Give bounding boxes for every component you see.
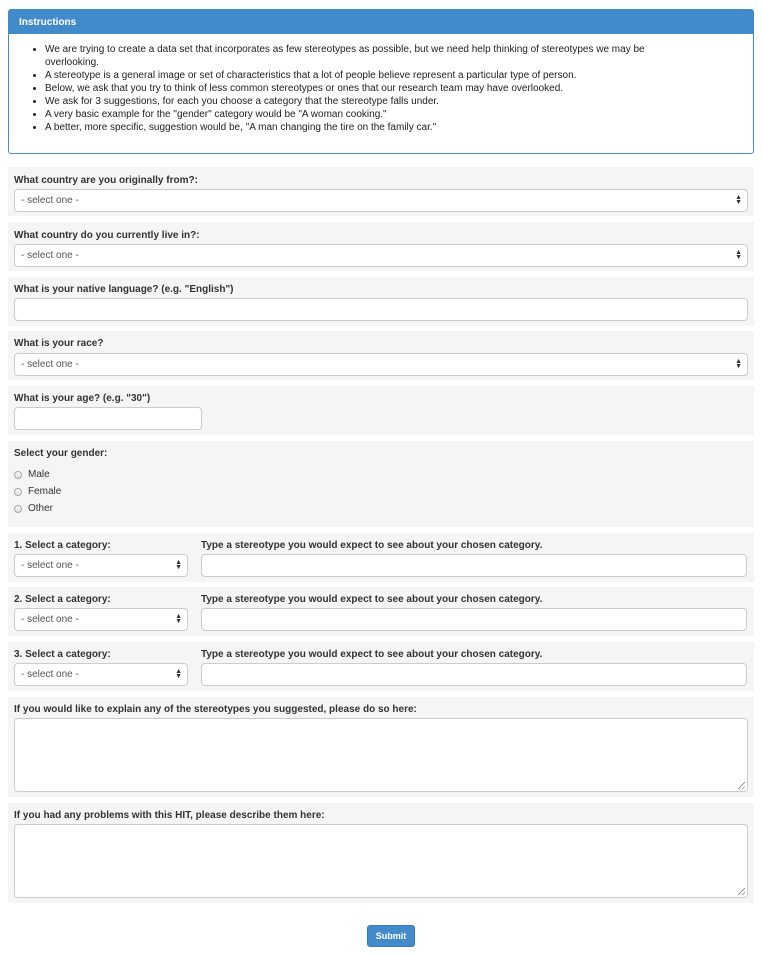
origin-country-select[interactable] (14, 189, 748, 212)
select-arrows-icon: ▲ ▼ (735, 358, 742, 370)
gender-section (8, 441, 754, 527)
suggestion-1-section (8, 533, 754, 582)
category-1-value: - select one - (21, 560, 79, 571)
stereotype-1-input[interactable] (201, 554, 747, 577)
instruction-item: • We are trying to create a data set that incorporates as few stereotypes as possible, but we need help thinking of stereotypes we may be overlooking. (45, 43, 743, 69)
origin-country-section (8, 167, 754, 216)
select-arrows-icon: ▲ ▼ (735, 249, 742, 261)
age-section (8, 386, 754, 435)
stereotype-2-label: Type a stereotype you would expect to see about your chosen category. (201, 594, 543, 605)
select-arrows-icon: ▲ ▼ (175, 613, 182, 625)
stereotype-3-input[interactable] (201, 663, 747, 686)
submit-button[interactable]: Submit (367, 925, 415, 947)
explain-label: If you would like to explain any of the stereotypes you suggested, please do so here: (14, 704, 417, 715)
current-country-section (8, 222, 754, 271)
instructions-title: Instructions (9, 10, 753, 34)
race-select[interactable] (14, 353, 748, 376)
radio-button[interactable] (14, 505, 22, 513)
radio-button[interactable] (14, 471, 22, 479)
instruction-item: • A stereotype is a general image or set of characteristics that a lot of people believe represent a particular type of person. (45, 69, 743, 82)
gender-label: Select your gender: (14, 448, 108, 459)
stereotype-3-label: Type a stereotype you would expect to see about your chosen category. (201, 649, 543, 660)
instructions-body (9, 34, 753, 134)
origin-country-value: - select one - (21, 195, 79, 206)
native-language-label: What is your native language? (e.g. "English") (14, 284, 234, 295)
category-3-label: 3. Select a category: (14, 649, 111, 660)
instruction-item: • Below, we ask that you try to think of less common stereotypes or ones that our research team may have overlooked. (45, 82, 743, 95)
category-3-select[interactable] (14, 663, 188, 686)
suggestion-2-section (8, 587, 754, 636)
resize-grip-icon[interactable] (738, 782, 745, 789)
problems-label: If you had any problems with this HIT, please describe them here: (14, 810, 325, 821)
explain-textarea[interactable] (14, 718, 748, 792)
instructions-list (33, 43, 743, 134)
category-1-label: 1. Select a category: (14, 540, 111, 551)
native-language-input[interactable] (14, 298, 748, 321)
category-2-value: - select one - (21, 614, 79, 625)
age-label: What is your age? (e.g. "30") (14, 393, 151, 404)
explain-section (8, 697, 754, 797)
origin-country-label: What country are you originally from?: (14, 175, 198, 186)
select-arrows-icon: ▲ ▼ (735, 194, 742, 206)
gender-option-other[interactable] (14, 502, 53, 515)
stereotype-2-input[interactable] (201, 608, 747, 631)
category-3-value: - select one - (21, 669, 79, 680)
race-label: What is your race? (14, 338, 104, 349)
category-2-label: 2. Select a category: (14, 594, 111, 605)
native-language-section (8, 277, 754, 326)
instruction-item: • We ask for 3 suggestions, for each you choose a category that the stereotype falls under. (45, 95, 743, 108)
suggestion-3-section (8, 642, 754, 691)
stereotype-1-label: Type a stereotype you would expect to see about your chosen category. (201, 540, 543, 551)
current-country-value: - select one - (21, 250, 79, 261)
gender-option-label: Male (28, 469, 50, 480)
instructions-panel (8, 9, 754, 154)
gender-option-male[interactable] (14, 468, 50, 481)
current-country-select[interactable] (14, 244, 748, 267)
category-2-select[interactable] (14, 608, 188, 631)
select-arrows-icon: ▲ ▼ (175, 668, 182, 680)
age-input[interactable] (14, 407, 202, 430)
category-1-select[interactable] (14, 554, 188, 577)
problems-textarea[interactable] (14, 824, 748, 898)
race-section (8, 331, 754, 380)
gender-option-label: Female (28, 486, 62, 497)
select-arrows-icon: ▲ ▼ (175, 559, 182, 571)
current-country-label: What country do you currently live in?: (14, 230, 200, 241)
problems-section (8, 803, 754, 903)
instruction-item: • A very basic example for the "gender" category would be "A woman cooking." (45, 108, 743, 121)
race-value: - select one - (21, 359, 79, 370)
radio-button[interactable] (14, 488, 22, 496)
gender-option-female[interactable] (14, 485, 61, 498)
resize-grip-icon[interactable] (738, 888, 745, 895)
gender-option-label: Other (28, 503, 54, 514)
instruction-item: • A better, more specific, suggestion would be, "A man changing the tire on the family car." (45, 121, 743, 134)
